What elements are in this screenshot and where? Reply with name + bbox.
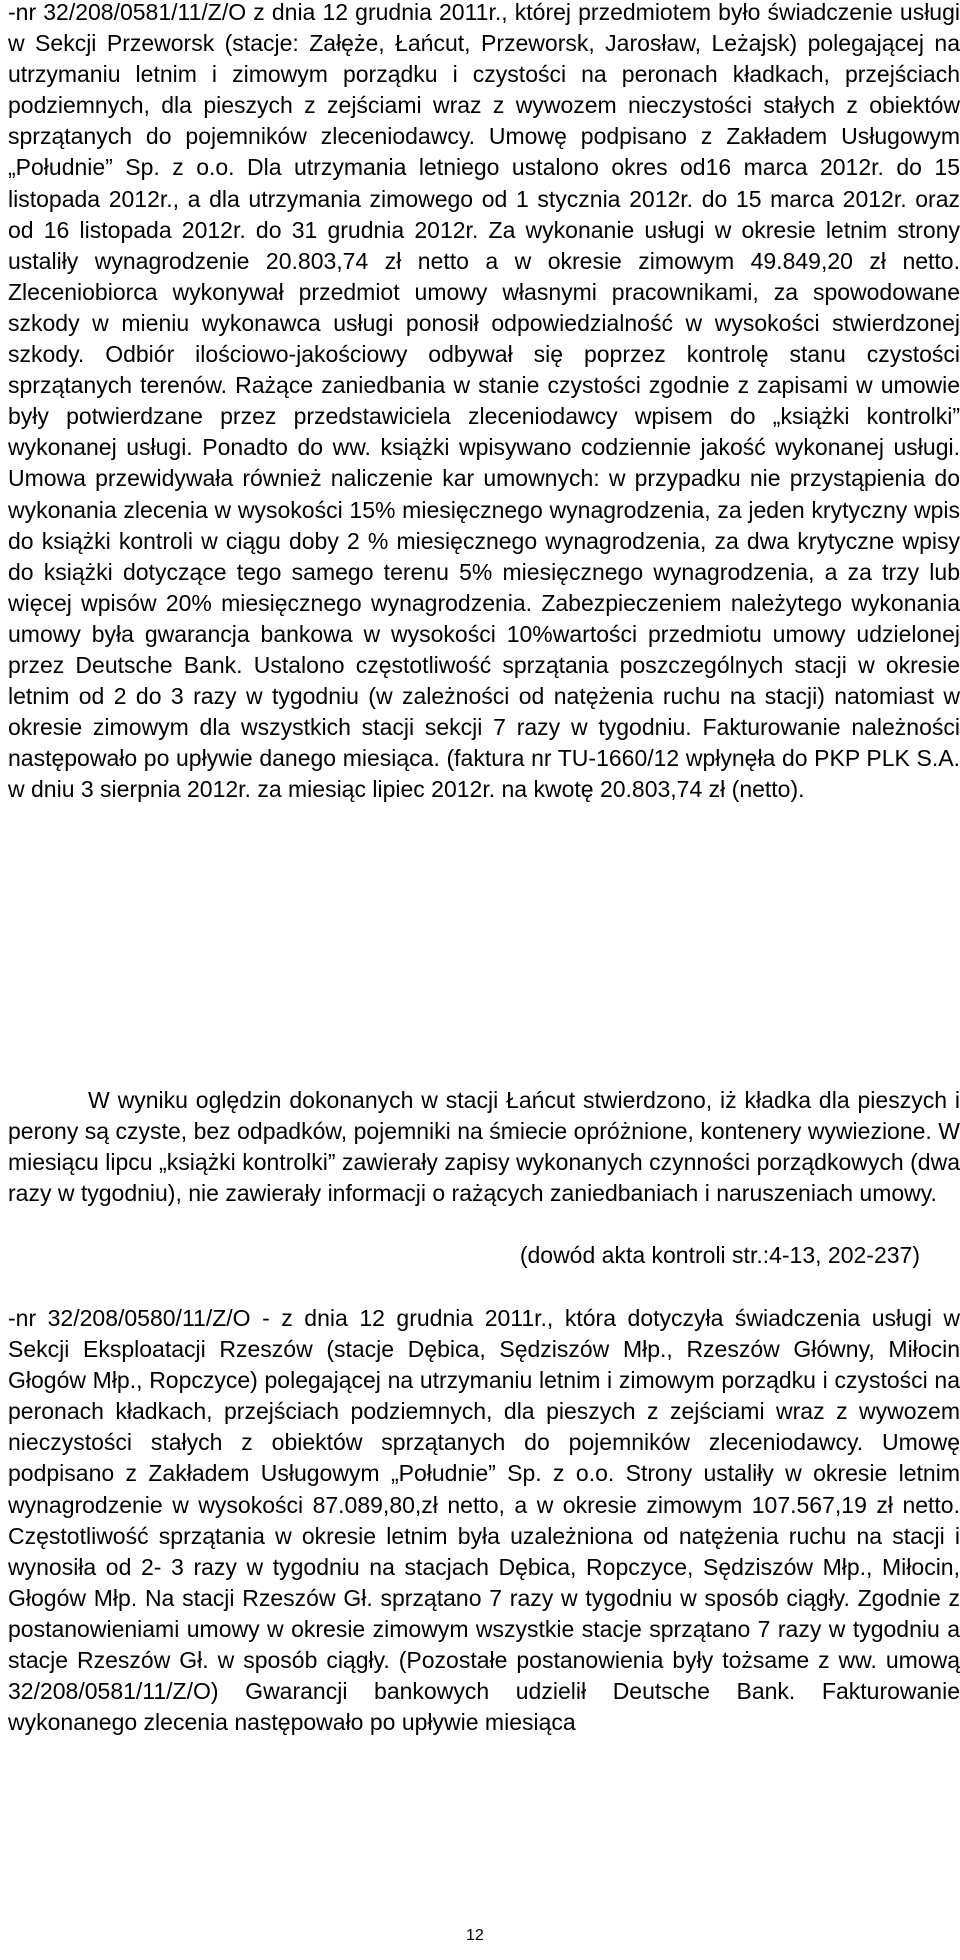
paragraph-contract-0580: -nr 32/208/0580/11/Z/O - z dnia 12 grudnia 2011r., która dotyczyła świadczenia usługi w Sekcji Eksploatacji Rzeszów (stacje Dębica, Sędziszów Młp., Rzeszów Główny, Miłocin Głogów Młp., Ropczyce) polegającej na utrzymaniu letnim i zimowym porządku i czystości na peronach kładkach, przejściach podziemnych, dla pieszych z zejściami wraz z wywozem nieczystości stałych z obiektów sprzątanych do pojemników zleceniodawcy. Umowę podpisano z Zakładem Usługowym „Południe” Sp. z o.o. Strony ustaliły w okresie letnim wynagrodzenie w wysokości 87.089,80,zł netto, a w okresie zimowym 107.567,19 zł netto. Częstotliwość sprzątania w okresie letnim była uzależniona od natężenia ruchu na stacji i wynosiła od 2- 3 razy w tygodniu na stacjach Dębica, Ropczyce, Sędziszów Młp., Miłocin, Głogów Młp. Na stacji Rzeszów Gł. sprzątano 7 razy w tygodniu w sposób ciągły. Zgodnie z postanowieniami umowy w okresie zimowym wszystkie stacje sprzątano 7 razy w tygodniu a stacje Rzeszów Gł. w sposób ciągły. (Pozostałe postanowienia były tożsame z ww. umową 32/208/0581/11/Z/O) Gwarancji bankowych udzielił Deutsche Bank. Fakturowanie wykonanego zlecenia następowało po upływie miesiąca <box>8 1305 960 1736</box>
paragraph-inspection-lancut: W wyniku oględzin dokonanych w stacji Łańcut stwierdzono, iż kładka dla pieszych i perony są czyste, bez odpadków, pojemniki na śmiecie opróżnione, kontenery wywiezione. W miesiącu lipcu „książki kontrolki” zawierały zapisy wykonanych czynności porządkowych (dwa razy w tygodniu), nie zawierały informacji o rażących zaniedbaniach i naruszeniach umowy. <box>8 1087 960 1207</box>
page-number: 12 <box>466 1927 484 1944</box>
paragraph-contract-0581: -nr 32/208/0581/11/Z/O z dnia 12 grudnia 2011r., której przedmiotem było świadczenie usługi w Sekcji Przeworsk (stacje: Załęże, Łańcut, Przeworsk, Jarosław, Leżajsk) polegającej na utrzymaniu letnim i zimowym porządku i czystości na peronach kładkach, przejściach podziemnych, dla pieszych z zejściami wraz z wywozem nieczystości stałych z obiektów sprzątanych do pojemników zleceniodawcy. Umowę podpisano z Zakładem Usługowym „Południe” Sp. z o.o. Dla utrzymania letniego ustalono okres od16 marca 2012r. do 15 listopada 2012r., a dla utrzymania zimowego od 1 stycznia 2012r. do 15 marca 2012r. oraz od 16 listopada 2012r. do 31 grudnia 2012r. Za wykonanie usługi w okresie letnim strony ustaliły wynagrodzenie 20.803,74 zł netto a w okresie zimowym 49.849,20 zł netto. Zleceniobiorca wykonywał przedmiot umowy własnymi pracownikami, za spowodowane szkody w mieniu wykonawca usługi ponosił odpowiedzialność w wysokości stwierdzonej szkody. Odbiór ilościowo-jakościowy odbywał się poprzez kontrolę stanu czystości sprzątanych terenów. Rażące zaniedbania w stanie czystości zgodnie z zapisami w umowie były potwierdzane przez przedstawiciela zleceniodawcy wpisem do „książki kontrolki” wykonanej usługi. Ponadto do ww. książki wpisywano codziennie jakość wykonanej usługi. Umowa przewidywała również naliczenie kar umownych: w przypadku nie przystąpienia do wykonania zlecenia w wysokości 15% miesięcznego wynagrodzenia, za jeden krytyczny wpis do książki kontroli w ciągu doby 2 % miesięcznego wynagrodzenia, za dwa krytyczne wpisy do książki dotyczące tego samego terenu 5% miesięcznego wynagrodzenia, a za trzy lub więcej wpisów 20% miesięcznego wynagrodzenia. Zabezpieczeniem należytego wykonania umowy była gwarancja bankowa w wysokości 10%wartości przedmiotu umowy udzielonej przez Deutsche Bank. Ustalono częstotliwość sprzątania poszczególnych stacji w okresie letnim od 2 do 3 razy w tygodniu (w zależności od natężenia ruchu na stacji) natomiast w okresie zimowym dla wszystkich stacji sekcji 7 razy w tygodniu. Fakturowanie należności następowało po upływie danego miesiąca. (faktura nr TU-1660/12 wpłynęła do PKP PLK S.A. w dniu 3 sierpnia 2012r. za miesiąc lipiec 2012r. na kwotę 20.803,74 zł (netto). <box>8 0 960 803</box>
evidence-reference: (dowód akta kontroli str.:4-13, 202-237) <box>519 1242 920 1268</box>
